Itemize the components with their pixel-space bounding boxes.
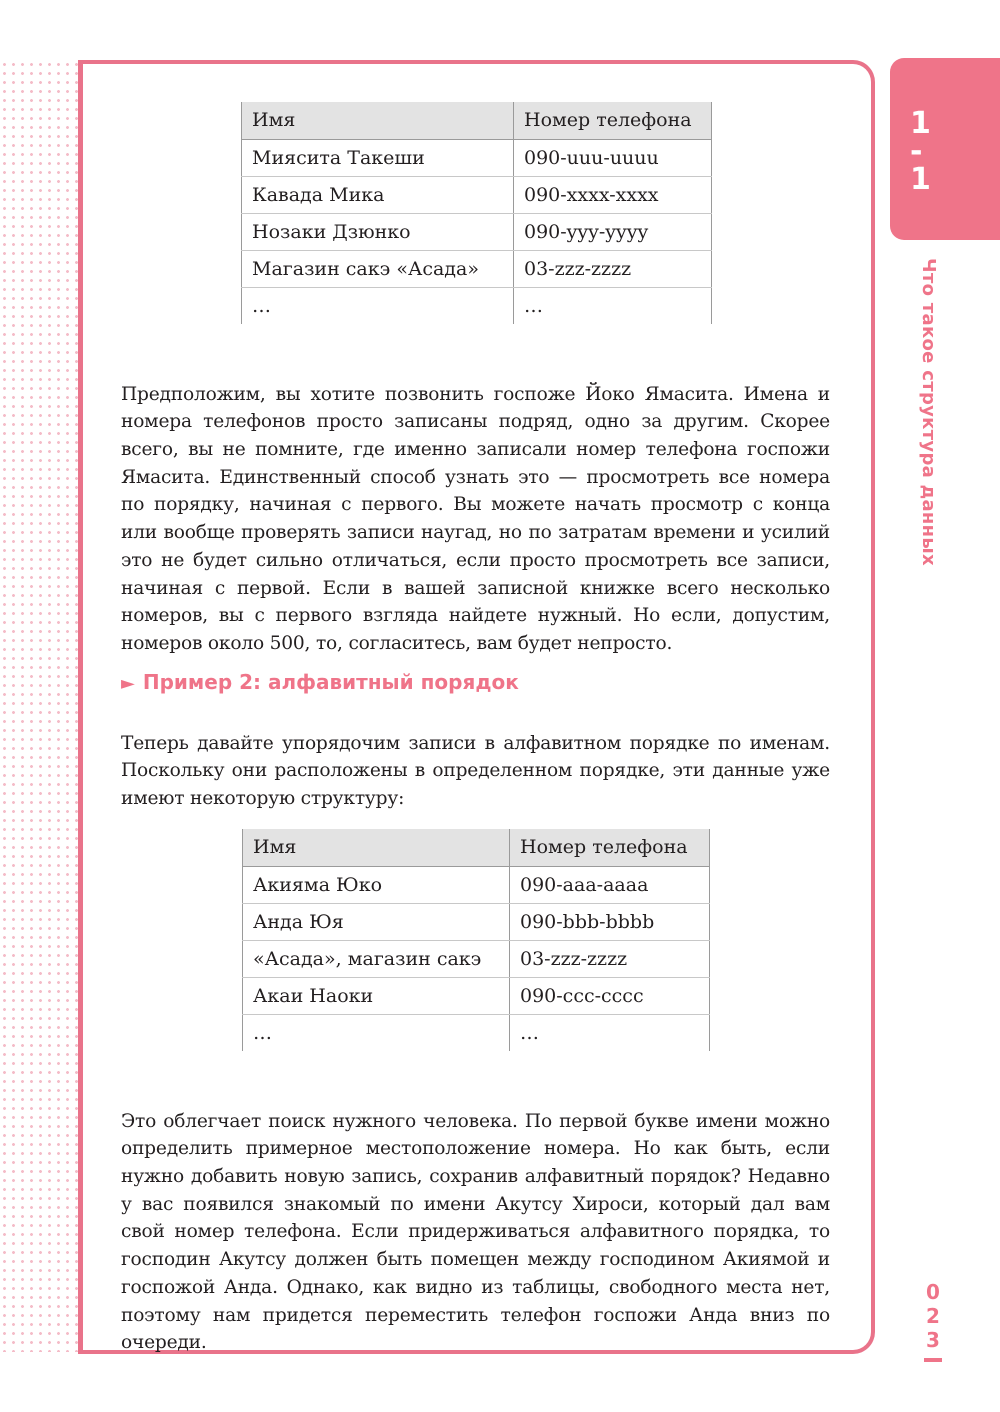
cell-name: Магазин сакэ «Асада» — [242, 250, 514, 287]
cell-name: Кавада Мика — [242, 176, 514, 213]
cell-phone: 03-zzz-zzzz — [510, 940, 710, 977]
page-digit: 0 — [926, 1280, 940, 1304]
table-header-row — [243, 829, 710, 866]
table-row — [242, 139, 712, 176]
cell-name: Миясита Такеши — [242, 139, 514, 176]
table-row — [242, 287, 712, 324]
phone-table-unsorted — [241, 102, 712, 324]
cell-phone: 090-bbb-bbbb — [510, 903, 710, 940]
column-header-phone: Номер телефона — [514, 102, 712, 139]
paragraph-example-2-intro: Теперь давайте упорядочим записи в алфавитном порядке по именам. Поскольку они расположены в определенном порядке, эти данные уже имеют некоторую структуру: — [121, 732, 830, 809]
page-digit: 2 — [926, 1304, 940, 1328]
triangle-marker-icon: ► — [121, 673, 135, 694]
cell-phone: 090-xxxx-xxxx — [514, 176, 712, 213]
cell-phone: 090-ccc-cccc — [510, 977, 710, 1014]
table-row — [243, 903, 710, 940]
cell-phone: 090-aaa-aaaa — [510, 866, 710, 903]
section-heading-text: Пример 2: алфавитный порядок — [142, 670, 519, 694]
table-row — [243, 977, 710, 1014]
chapter-number-top: 1 — [910, 106, 931, 141]
cell-phone: 090-yyy-yyyy — [514, 213, 712, 250]
chapter-number-bottom: 1 — [910, 162, 931, 197]
page-digit: 3 — [926, 1328, 940, 1352]
table-header-row — [242, 102, 712, 139]
page-number — [921, 1280, 945, 1362]
chapter-title-vertical: Что такое структура данных — [918, 258, 939, 566]
paragraph-example-1: Предположим, вы хотите позвонить госпоже Йоко Ямасита. Имена и номера телефонов просто записаны подряд, одно за другим. Скорее всего, вы не помните, где именно записали номер телефона госпожи Ямасита. Единственный способ узнать это — просмотреть все номера по порядку, начиная с первого. Вы можете начать просмотр с конца или вообще проверять записи наугад, но по затратам времени и усилий это не будет сильно отличаться, если просто просмотреть все записи, начиная с первой. Если в вашей записной книжке всего несколько номеров, вы с первого взгляда найдете нужный. Но если, допустим, номеров около 500, то, согласитесь, вам будет непросто. — [121, 383, 830, 654]
cell-name: Анда Юя — [243, 903, 510, 940]
cell-name: Акияма Юко — [243, 866, 510, 903]
chapter-tab — [890, 58, 1000, 240]
cell-phone: 090-uuu-uuuu — [514, 139, 712, 176]
cell-name: … — [243, 1014, 510, 1051]
section-heading — [121, 670, 519, 694]
cell-name: Акаи Наоки — [243, 977, 510, 1014]
cell-phone: … — [514, 287, 712, 324]
column-header-phone: Номер телефона — [510, 829, 710, 866]
table-row — [243, 866, 710, 903]
chapter-number-separator: - — [910, 134, 923, 169]
phone-table-sorted — [242, 829, 710, 1051]
page-number-bar — [924, 1358, 942, 1362]
table-row — [243, 1014, 710, 1051]
dotted-margin-pattern — [0, 60, 80, 1352]
cell-phone: 03-zzz-zzzz — [514, 250, 712, 287]
column-header-name: Имя — [243, 829, 510, 866]
cell-phone: … — [510, 1014, 710, 1051]
cell-name: «Асада», магазин сакэ — [243, 940, 510, 977]
paragraph-example-2-body: Это облегчает поиск нужного человека. По первой букве имени можно определить примерное местоположение номера. Но как быть, если нужно добавить новую запись, сохранив алфавитный порядок? Недавно у вас появился знакомый по имени Акутсу Хироси, который дал вам свой номер телефона. Если придерживаться алфавитного порядка, то господин Акутсу должен быть помещен между господином Акиямой и госпожой Анда. Однако, как видно из таблицы, свободного места нет, поэтому нам придется переместить телефон госпожи Анда вниз по очереди. — [121, 1110, 830, 1354]
table-row — [243, 940, 710, 977]
cell-name: … — [242, 287, 514, 324]
table-row — [242, 213, 712, 250]
cell-name: Нозаки Дзюнко — [242, 213, 514, 250]
table-row — [242, 250, 712, 287]
column-header-name: Имя — [242, 102, 514, 139]
table-row — [242, 176, 712, 213]
